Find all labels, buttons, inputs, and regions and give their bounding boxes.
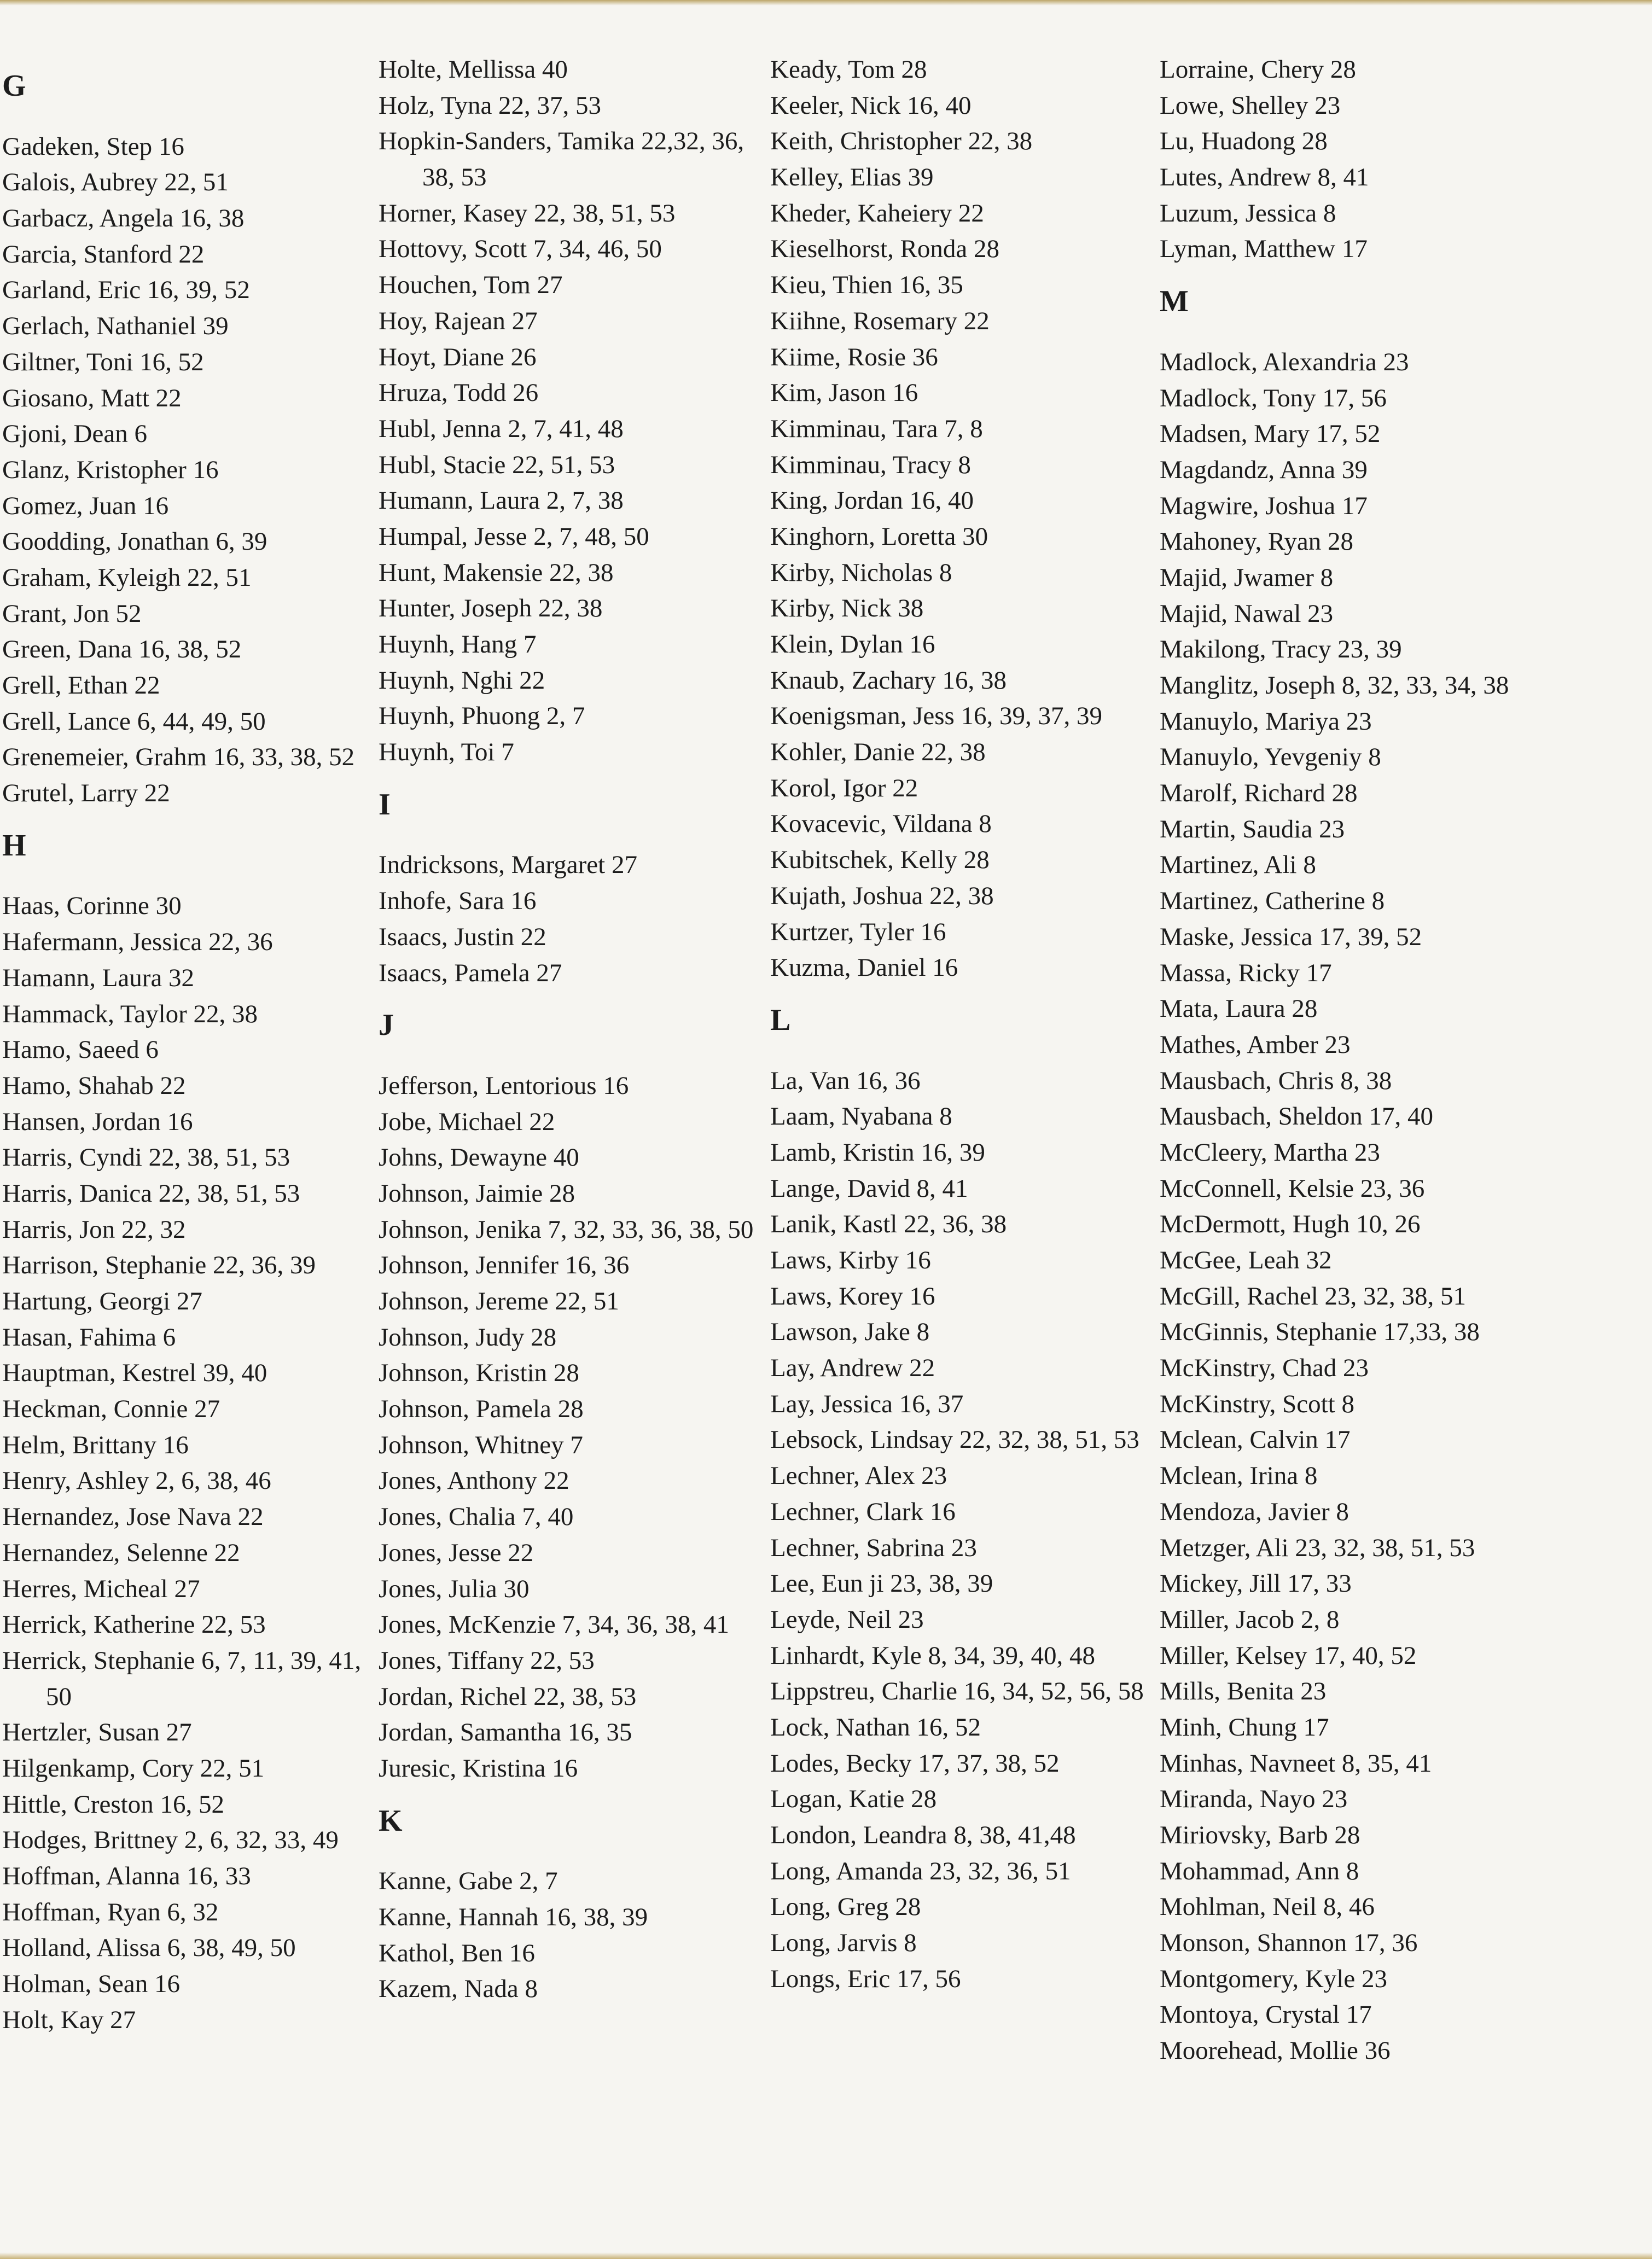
index-entry: Maske, Jessica 17, 39, 52 [1160, 922, 1422, 951]
index-entry: Gerlach, Nathaniel 39 [2, 312, 229, 341]
index-entry: La, Van 16, 36 [770, 1066, 921, 1095]
index-entry: Kurtzer, Tyler 16 [770, 917, 946, 946]
index-entry: Metzger, Ali 23, 32, 38, 51, 53 [1160, 1533, 1475, 1562]
index-entry: Johnson, Whitney 7 [379, 1430, 583, 1459]
section-letter-heading: K [379, 1803, 403, 1838]
index-entry: Huynh, Nghi 22 [379, 666, 545, 695]
index-entry: McConnell, Kelsie 23, 36 [1160, 1174, 1425, 1203]
index-entry: Lee, Eun ji 23, 38, 39 [770, 1569, 993, 1598]
index-entry: Kieselhorst, Ronda 28 [770, 235, 1000, 264]
index-entry: Kazem, Nada 8 [379, 1975, 538, 2004]
index-entry: Huynh, Hang 7 [379, 630, 537, 659]
section-letter-heading: I [379, 787, 391, 822]
index-entry: Mausbach, Chris 8, 38 [1160, 1066, 1392, 1095]
index-entry: Lippstreu, Charlie 16, 34, 52, 56, 58 [770, 1677, 1144, 1706]
index-entry: Hamo, Saeed 6 [2, 1035, 159, 1064]
index-entry: Manglitz, Joseph 8, 32, 33, 34, 38 [1160, 671, 1509, 700]
index-entry: Hoyt, Diane 26 [379, 342, 537, 371]
index-entry: Miranda, Nayo 23 [1160, 1785, 1348, 1814]
index-entry: Miller, Jacob 2, 8 [1160, 1605, 1340, 1634]
index-entry: Lyman, Matthew 17 [1160, 235, 1368, 264]
index-entry: Horner, Kasey 22, 38, 51, 53 [379, 199, 676, 228]
index-entry: Inhofe, Sara 16 [379, 887, 537, 916]
page-bottom-edge [0, 2252, 1652, 2259]
index-entry: Kim, Jason 16 [770, 379, 918, 407]
index-entry: Lock, Nathan 16, 52 [770, 1713, 981, 1742]
index-entry: Kirby, Nicholas 8 [770, 558, 952, 587]
index-entry: Kieu, Thien 16, 35 [770, 271, 963, 300]
index-entry: Lamb, Kristin 16, 39 [770, 1138, 985, 1167]
index-entry: Hartung, Georgi 27 [2, 1287, 202, 1315]
index-entry: Goodding, Jonathan 6, 39 [2, 527, 267, 556]
index-entry: Lay, Andrew 22 [770, 1354, 935, 1383]
index-entry: Hilgenkamp, Cory 22, 51 [2, 1754, 265, 1783]
index-entry: Keeler, Nick 16, 40 [770, 91, 972, 120]
index-entry: Hubl, Stacie 22, 51, 53 [379, 450, 615, 479]
section-letter-heading: G [2, 69, 26, 103]
index-entry: Hasan, Fahima 6 [2, 1323, 176, 1352]
index-entry: Heckman, Connie 27 [2, 1395, 220, 1424]
index-entry: Hoffman, Alanna 16, 33 [2, 1862, 251, 1891]
index-entry: Montoya, Crystal 17 [1160, 2000, 1372, 2029]
index-entry: Lutes, Andrew 8, 41 [1160, 163, 1369, 192]
index-entry: Jones, Chalia 7, 40 [379, 1503, 574, 1532]
index-entry: Garcia, Stanford 22 [2, 240, 205, 269]
index-entry: Kubitschek, Kelly 28 [770, 846, 990, 875]
index-entry: Mclean, Calvin 17 [1160, 1425, 1351, 1454]
index-entry: Lebsock, Lindsay 22, 32, 38, 51, 53 [770, 1425, 1139, 1454]
index-entry: Miriovsky, Barb 28 [1160, 1821, 1360, 1849]
index-entry: McKinstry, Scott 8 [1160, 1389, 1354, 1418]
index-entry: Hamann, Laura 32 [2, 963, 195, 992]
index-entry: Kheder, Kaheiery 22 [770, 199, 984, 228]
index-entry: Madsen, Mary 17, 52 [1160, 420, 1381, 449]
index-entry: Herres, Micheal 27 [2, 1574, 200, 1603]
index-entry: Hauptman, Kestrel 39, 40 [2, 1359, 267, 1388]
index-entry: Jones, Tiffany 22, 53 [379, 1646, 595, 1675]
index-entry: Lechner, Sabrina 23 [770, 1533, 977, 1562]
index-entry: Haas, Corinne 30 [2, 892, 182, 921]
index-entry: Long, Amanda 23, 32, 36, 51 [770, 1856, 1071, 1885]
index-entry: Massa, Ricky 17 [1160, 958, 1332, 987]
index-entry: Mausbach, Sheldon 17, 40 [1160, 1102, 1433, 1131]
index-entry: Knaub, Zachary 16, 38 [770, 666, 1007, 695]
index-entry: Gjoni, Dean 6 [2, 420, 147, 449]
index-entry: Hittle, Creston 16, 52 [2, 1790, 224, 1819]
index-entry: Mills, Benita 23 [1160, 1677, 1327, 1706]
index-entry: Hoffman, Ryan 6, 32 [2, 1897, 219, 1926]
index-entry: Johns, Dewayne 40 [379, 1143, 579, 1172]
index-entry: Hunter, Joseph 22, 38 [379, 594, 603, 623]
index-entry: Holman, Sean 16 [2, 1970, 181, 1999]
index-entry: Miller, Kelsey 17, 40, 52 [1160, 1641, 1417, 1670]
index-entry: Johnson, Jaimie 28 [379, 1179, 575, 1208]
index-entry: Jordan, Samantha 16, 35 [379, 1718, 632, 1747]
index-entry: Gadeken, Step 16 [2, 132, 184, 161]
index-entry: Minh, Chung 17 [1160, 1713, 1329, 1742]
index-entry: Lawson, Jake 8 [770, 1318, 930, 1347]
index-entry: Hernandez, Selenne 22 [2, 1538, 240, 1567]
index-entry: Hertzler, Susan 27 [2, 1718, 192, 1747]
index-entry: Kuzma, Daniel 16 [770, 953, 958, 982]
index-entry: Grant, Jon 52 [2, 599, 142, 628]
index-entry: Giosano, Matt 22 [2, 383, 182, 412]
index-entry: McKinstry, Chad 23 [1160, 1354, 1369, 1383]
index-entry: Gomez, Juan 16 [2, 491, 169, 520]
index-entry: London, Leandra 8, 38, 41,48 [770, 1821, 1076, 1849]
index-entry: Lodes, Becky 17, 37, 38, 52 [770, 1749, 1060, 1778]
section-letter-heading: L [770, 1003, 791, 1037]
index-entry: Isaacs, Pamela 27 [379, 958, 562, 987]
index-entry: King, Jordan 16, 40 [770, 486, 974, 515]
index-entry: Hammack, Taylor 22, 38 [2, 999, 258, 1028]
index-entry: Garbacz, Angela 16, 38 [2, 204, 245, 233]
index-entry: Hubl, Jenna 2, 7, 41, 48 [379, 414, 624, 443]
index-entry: Klein, Dylan 16 [770, 630, 935, 659]
index-entry: Jordan, Richel 22, 38, 53 [379, 1682, 637, 1711]
index-entry: Humann, Laura 2, 7, 38 [379, 486, 624, 515]
index-entry: Grenemeier, Grahm 16, 33, 38, 52 [2, 743, 355, 772]
index-entry: Huynh, Toi 7 [379, 738, 514, 767]
index-entry: Kelley, Elias 39 [770, 163, 934, 192]
index-entry: Montgomery, Kyle 23 [1160, 1964, 1387, 1993]
index-entry: Monson, Shannon 17, 36 [1160, 1929, 1418, 1958]
index-entry: Jones, Julia 30 [379, 1574, 530, 1603]
index-entry: Makilong, Tracy 23, 39 [1160, 635, 1402, 664]
index-entry: Lechner, Clark 16 [770, 1497, 956, 1526]
index-entry: Mickey, Jill 17, 33 [1160, 1569, 1352, 1598]
index-entry: Mathes, Amber 23 [1160, 1030, 1351, 1059]
index-entry: Grell, Ethan 22 [2, 671, 160, 700]
index-entry: Laws, Kirby 16 [770, 1246, 931, 1274]
index-entry: Lowe, Shelley 23 [1160, 91, 1341, 120]
index-column-1 [2, 52, 385, 2038]
index-entry: Kanne, Gabe 2, 7 [379, 1867, 558, 1896]
section-letter-heading: J [379, 1008, 394, 1043]
index-entry: Helm, Brittany 16 [2, 1430, 189, 1459]
index-entry: Longs, Eric 17, 56 [770, 1964, 961, 1993]
index-entry: Johnson, Jereme 22, 51 [379, 1287, 619, 1316]
index-entry: Kiime, Rosie 36 [770, 342, 938, 371]
section-letter-heading: H [2, 828, 26, 863]
index-entry: Grell, Lance 6, 44, 49, 50 [2, 707, 266, 736]
index-entry: Keith, Christopher 22, 38 [770, 127, 1033, 156]
index-entry: Green, Dana 16, 38, 52 [2, 635, 242, 664]
index-entry: Minhas, Navneet 8, 35, 41 [1160, 1749, 1432, 1778]
index-entry: Glanz, Kristopher 16 [2, 455, 219, 484]
index-entry: Laws, Korey 16 [770, 1282, 935, 1311]
index-entry: Manuylo, Mariya 23 [1160, 707, 1372, 736]
index-entry: Majid, Nawal 23 [1160, 599, 1334, 628]
section-letter-heading: M [1160, 284, 1189, 319]
index-entry: Manuylo, Yevgeniy 8 [1160, 743, 1381, 772]
index-entry: Keady, Tom 28 [770, 55, 927, 84]
index-entry: Mohammad, Ann 8 [1160, 1856, 1359, 1885]
index-entry: Laam, Nyabana 8 [770, 1102, 952, 1131]
page-top-edge [0, 0, 1652, 5]
index-entry: Johnson, Kristin 28 [379, 1359, 579, 1388]
index-entry: Graham, Kyleigh 22, 51 [2, 563, 252, 592]
index-entry: Koenigsman, Jess 16, 39, 37, 39 [770, 702, 1103, 731]
index-entry: Humpal, Jesse 2, 7, 48, 50 [379, 522, 649, 551]
index-entry: McGill, Rachel 23, 32, 38, 51 [1160, 1282, 1467, 1311]
index-entry: Hunt, Makensie 22, 38 [379, 558, 614, 587]
index-entry: Lanik, Kastl 22, 36, 38 [770, 1210, 1007, 1239]
index-entry: Magdandz, Anna 39 [1160, 455, 1368, 484]
index-entry: Herrick, Katherine 22, 53 [2, 1610, 266, 1639]
index-entry: Lorraine, Chery 28 [1160, 55, 1356, 84]
index-entry: Kujath, Joshua 22, 38 [770, 881, 994, 910]
index-entry: Korol, Igor 22 [770, 773, 918, 802]
index-entry: Linhardt, Kyle 8, 34, 39, 40, 48 [770, 1641, 1095, 1670]
index-entry: Kanne, Hannah 16, 38, 39 [379, 1903, 648, 1932]
index-entry: Juresic, Kristina 16 [379, 1754, 578, 1783]
index-entry: Holt, Kay 27 [2, 2005, 136, 2034]
index-entry: Hruza, Todd 26 [379, 379, 539, 407]
index-entry: Long, Jarvis 8 [770, 1929, 917, 1958]
index-entry: Mahoney, Ryan 28 [1160, 527, 1354, 556]
index-entry: Hottovy, Scott 7, 34, 46, 50 [379, 235, 662, 264]
index-entry: Grutel, Larry 22 [2, 779, 170, 808]
index-entry: Herrick, Stephanie 6, 7, 11, 39, 41, 50 [2, 1646, 362, 1711]
index-entry: Madlock, Alexandria 23 [1160, 347, 1409, 376]
index-entry: Mohlman, Neil 8, 46 [1160, 1893, 1375, 1922]
index-entry: Lay, Jessica 16, 37 [770, 1389, 964, 1418]
index-entry: Harris, Jon 22, 32 [2, 1215, 186, 1244]
index-entry: Hoy, Rajean 27 [379, 306, 538, 335]
index-entry: Johnson, Jenika 7, 32, 33, 36, 38, 50 [379, 1215, 754, 1244]
index-entry: Kinghorn, Loretta 30 [770, 522, 988, 551]
index-entry: McGinnis, Stephanie 17,33, 38 [1160, 1318, 1480, 1347]
index-entry: Luzum, Jessica 8 [1160, 199, 1336, 228]
index-entry: Johnson, Judy 28 [379, 1323, 557, 1352]
index-entry: Jones, Jesse 22 [379, 1538, 534, 1567]
index-entry: Holz, Tyna 22, 37, 53 [379, 91, 602, 120]
index-entry: Martinez, Catherine 8 [1160, 887, 1385, 916]
index-column-3 [770, 52, 1153, 1997]
index-entry: Magwire, Joshua 17 [1160, 491, 1368, 520]
index-entry: Huynh, Phuong 2, 7 [379, 702, 585, 731]
index-entry: Kimminau, Tara 7, 8 [770, 414, 983, 443]
index-entry: Hernandez, Jose Nava 22 [2, 1503, 264, 1532]
index-column-4 [1160, 52, 1543, 2069]
index-entry: Mata, Laura 28 [1160, 994, 1318, 1023]
index-entry: Martinez, Ali 8 [1160, 851, 1316, 880]
index-entry: McDermott, Hugh 10, 26 [1160, 1210, 1421, 1239]
index-entry: Jobe, Michael 22 [379, 1107, 555, 1136]
index-entry: Moorehead, Mollie 36 [1160, 2036, 1391, 2065]
index-entry: Mendoza, Javier 8 [1160, 1497, 1349, 1526]
index-entry: Kathol, Ben 16 [379, 1938, 535, 1967]
index-entry: Marolf, Richard 28 [1160, 779, 1358, 808]
index-entry: Mclean, Irina 8 [1160, 1462, 1318, 1491]
index-entry: Kimminau, Tracy 8 [770, 450, 971, 479]
index-entry: Kiihne, Rosemary 22 [770, 306, 990, 335]
index-entry: Jones, McKenzie 7, 34, 36, 38, 41 [379, 1610, 729, 1639]
index-entry: Johnson, Jennifer 16, 36 [379, 1251, 630, 1280]
index-column-2 [379, 52, 761, 2007]
index-entry: Hafermann, Jessica 22, 36 [2, 928, 273, 957]
index-entry: Logan, Katie 28 [770, 1785, 937, 1814]
index-entry: Hamo, Shahab 22 [2, 1071, 186, 1100]
index-entry: Garland, Eric 16, 39, 52 [2, 276, 250, 305]
index-entry: Hodges, Brittney 2, 6, 32, 33, 49 [2, 1826, 339, 1855]
index-entry: Harrison, Stephanie 22, 36, 39 [2, 1251, 316, 1280]
index-entry: Kovacevic, Vildana 8 [770, 810, 992, 839]
index-entry: Harris, Cyndi 22, 38, 51, 53 [2, 1143, 290, 1172]
index-entry: Lechner, Alex 23 [770, 1462, 947, 1491]
index-entry: Johnson, Pamela 28 [379, 1395, 584, 1424]
index-entry: Madlock, Tony 17, 56 [1160, 383, 1387, 412]
index-entry: Galois, Aubrey 22, 51 [2, 168, 229, 197]
index-entry: Giltner, Toni 16, 52 [2, 347, 204, 376]
index-entry: Henry, Ashley 2, 6, 38, 46 [2, 1466, 271, 1495]
index-entry: Majid, Jwamer 8 [1160, 563, 1334, 592]
index-entry: Harris, Danica 22, 38, 51, 53 [2, 1179, 300, 1208]
index-entry: Leyde, Neil 23 [770, 1605, 924, 1634]
index-entry: Holland, Alissa 6, 38, 49, 50 [2, 1934, 296, 1963]
index-entry: Holte, Mellissa 40 [379, 55, 568, 84]
index-entry: Indricksons, Margaret 27 [379, 851, 637, 880]
index-entry: Lu, Huadong 28 [1160, 127, 1328, 156]
index-entry: Jefferson, Lentorious 16 [379, 1071, 629, 1100]
index-entry: Isaacs, Justin 22 [379, 922, 546, 951]
index-entry: Lange, David 8, 41 [770, 1174, 968, 1203]
index-entry: McGee, Leah 32 [1160, 1246, 1332, 1274]
index-entry: McCleery, Martha 23 [1160, 1138, 1380, 1167]
index-entry: Houchen, Tom 27 [379, 271, 563, 300]
index-entry: Martin, Saudia 23 [1160, 814, 1345, 843]
index-entry: Kirby, Nick 38 [770, 594, 924, 623]
index-entry: Jones, Anthony 22 [379, 1466, 569, 1495]
index-entry: Kohler, Danie 22, 38 [770, 738, 986, 767]
index-entry: Long, Greg 28 [770, 1893, 921, 1922]
index-entry: Hansen, Jordan 16 [2, 1107, 193, 1136]
index-entry: Hopkin-Sanders, Tamika 22,32, 36, 38, 53 [379, 127, 744, 192]
